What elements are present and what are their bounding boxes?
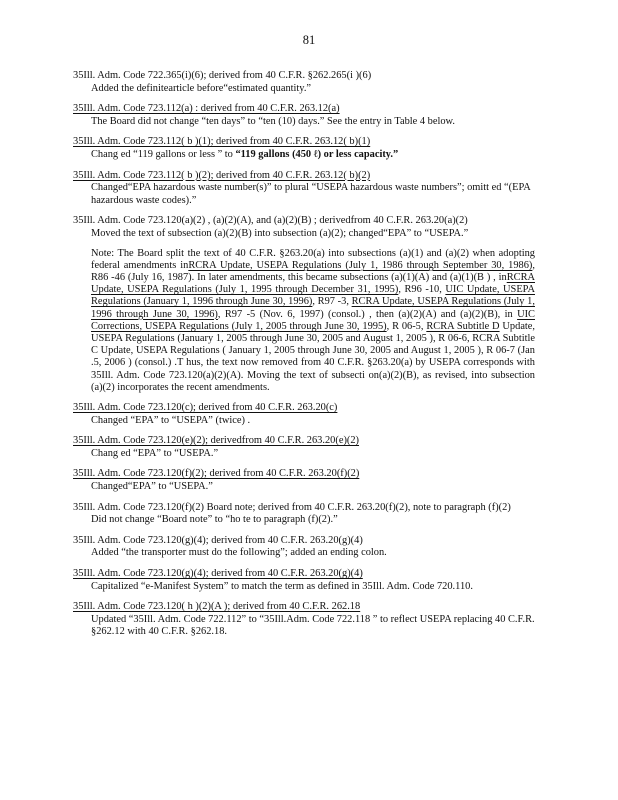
entry-description: Changed “EPA” to “USEPA” (twice) . — [91, 414, 251, 426]
entry-description: The Board did not change “ten days” to “ten (10) days.” See the entry in Table 4 below. — [91, 115, 455, 127]
entry-description: Changed“EPA hazardous waste number(s)” to plural “USEPA hazardous waste numbers”; omitt ed “(EPA hazardous waste codes).” — [91, 182, 531, 206]
entry-description-bold: “119 gallons (450 ℓ) or less capacity.” — [235, 148, 399, 160]
note-citation: RCRA Update, USEPA Regulations (July 1, 1986 through September 30, 1986) — [188, 259, 533, 271]
entry-description: Added the definitearticle before“estimated quantity.” — [91, 82, 312, 94]
entry-723-120-g-4-a — [73, 535, 535, 560]
note-text: Update, USEPA Regulations (January 1, 2005 through June 30, 2005 and August 1, 2005 ), R 06-6, RCRA Subtitle C Update, USEPA Regulations ( January 1, 2005 through June 30, 2005 and August 1, 2005 ), R 06-7 (Jan .5, 2006 ) (consol.) .T hus, the text now removed from 40 C.F.R. §263.20(a) by USEPA corresponds with 35Ill. Adm. Code 723.120(a)(2)(A). Moving the text of subsecti on(a)(2)(B), as revised, into subsection (a)(2) incorporates the recent amendments. — [91, 320, 536, 393]
note-citation: UIC Corrections, USEPA Regulations (July 1, 2005 through June 30, 1995) — [91, 308, 535, 332]
entry-header: 35Ill. Adm. Code 723.112( b )(2); derived from 40 C.F.R. 263.12( b)(2) — [73, 169, 371, 181]
note-text: , R86 -46 (July 16, 1987). In later amendments, this became subsections (a)(1)(A) and (a)(1)(B ) , in — [91, 259, 535, 283]
note-citation: UIC Update, USEPA Regulations (January 1, 1996 through June 30, 1996) — [91, 284, 535, 308]
page-number: 81 — [302, 33, 316, 47]
entry-723-120-a-2 — [73, 215, 535, 394]
entry-header: 35Ill. Adm. Code 723.112(a) : derived from 40 C.F.R. 263.12(a) — [73, 103, 340, 115]
entry-723-112-b-1 — [73, 136, 535, 161]
note-citation: RCRA Subtitle D — [426, 320, 500, 332]
entry-header: 35Ill. Adm. Code 723.120(c); derived from 40 C.F.R. 263.20(c) — [73, 401, 338, 413]
entry-description: Added “the transporter must do the following”; added an ending colon. — [91, 547, 387, 559]
entry-description: Capitalized “e-Manifest System” to match the term as defined in 35Ill. Adm. Code 720.110. — [91, 580, 473, 592]
note-text: , R96 -10, — [398, 284, 446, 296]
entry-description-plain: Chang ed “119 gallons or less ” to — [91, 148, 236, 160]
entry-description: Updated “35Ill. Adm. Code 722.112” to “35Ill.Adm. Code 722.118 ” to reflect USEPA replacing 40 C.F.R. §262.12 with 40 C.F.R. §262.18. — [91, 613, 535, 638]
entry-header: 35Ill. Adm. Code 723.120(g)(4); derived from 40 C.F.R. 263.20(g)(4) — [73, 567, 363, 579]
entry-header: 35Ill. Adm. Code 723.120(f)(2); derived from 40 C.F.R. 263.20(f)(2) — [73, 468, 360, 480]
note-text: , R97 -5 (Nov. 6, 1997) (consol.) , then (a)(2)(A) and (a)(2)(B), in — [217, 308, 518, 320]
entry-header: 35Ill. Adm. Code 723.120(a)(2) , (a)(2)(A), and (a)(2)(B) ; derivedfrom 40 C.F.R. 263.20(a)(2) — [73, 215, 468, 227]
entry-description — [91, 149, 535, 162]
entry-header: 35Ill. Adm. Code 723.120(e)(2); derivedfrom 40 C.F.R. 263.20(e)(2) — [73, 435, 360, 447]
entry-description: Changed“EPA” to “USEPA.” — [91, 480, 213, 492]
entry-description: Moved the text of subsection (a)(2)(B) into subsection (a)(2); changed“EPA” to “USEPA.” — [91, 227, 469, 239]
entry-description: Did not change “Board note” to “ho te to paragraph (f)(2).” — [91, 514, 338, 526]
note-text: Note: The Board split the text of 40 C.F.R. §263.20(a) into subsections (a)(1) and (a)(2) when adopting federal amendments in — [91, 247, 535, 271]
entry-723-120-e-2 — [73, 435, 535, 460]
entry-723-120-c — [73, 402, 535, 427]
note-citation: RCRA Update, USEPA Regulations (July 1, 1995 through December 31, 1995) — [91, 271, 535, 296]
board-note — [91, 248, 535, 394]
entry-723-120-h-2-a — [73, 601, 535, 639]
entry-header: 35Ill. Adm. Code 723.120( h )(2)(A ); derived from 40 C.F.R. 262.18 — [73, 601, 361, 613]
entry-723-120-g-4-b — [73, 568, 535, 593]
entry-722-365-i-6 — [73, 70, 535, 95]
entry-header: 35Ill. Adm. Code 723.120(f)(2) Board note; derived from 40 C.F.R. 263.20(f)(2), note to paragraph (f)(2) — [73, 501, 511, 513]
entry-723-120-f-2 — [73, 468, 535, 493]
entry-header: 35Ill. Adm. Code 723.112( b )(1); derived from 40 C.F.R. 263.12( b)(1) — [73, 136, 371, 148]
entry-description: Chang ed “EPA” to “USEPA.” — [91, 447, 219, 459]
entry-723-112-a — [73, 103, 535, 128]
note-citation: RCRA Update, USEPA Regulations (July 1, 1996 through June 30, 1996) — [91, 296, 535, 320]
document-body — [73, 70, 535, 647]
entry-723-120-f-2-board-note — [73, 502, 535, 527]
entry-header: 35Ill. Adm. Code 722.365(i)(6); derived from 40 C.F.R. §262.265(i )(6) — [73, 70, 372, 81]
entry-header: 35Ill. Adm. Code 723.120(g)(4); derived from 40 C.F.R. 263.20(g)(4) — [73, 534, 363, 546]
entry-723-112-b-2 — [73, 170, 535, 208]
note-text: , R97 -3, — [312, 296, 352, 308]
note-text: , R 06-5, — [386, 320, 427, 332]
